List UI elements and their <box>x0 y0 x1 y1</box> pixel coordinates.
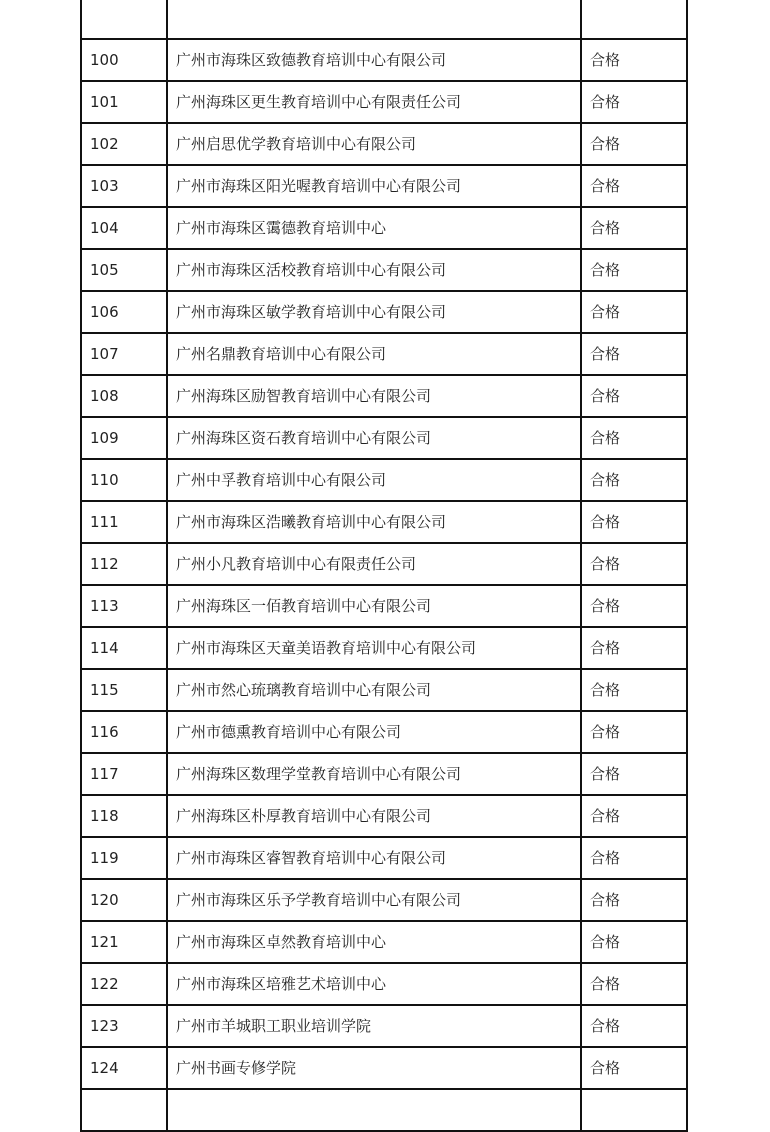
table-row <box>81 501 687 543</box>
inspection-result-cell: 合格 <box>581 795 687 837</box>
table-row <box>81 543 687 585</box>
row-number-cell: 105 <box>81 249 167 291</box>
inspection-result-cell: 合格 <box>581 501 687 543</box>
inspection-result-cell: 合格 <box>581 627 687 669</box>
results-table-body <box>81 0 687 1131</box>
inspection-result-cell: 合格 <box>581 459 687 501</box>
institution-name-cell: 广州市海珠区睿智教育培训中心有限公司 <box>167 837 581 879</box>
row-number-cell: 101 <box>81 81 167 123</box>
row-number-cell: 117 <box>81 753 167 795</box>
row-number-cell: 116 <box>81 711 167 753</box>
inspection-result-cell: 合格 <box>581 963 687 1005</box>
table-row <box>81 921 687 963</box>
row-number-cell: 108 <box>81 375 167 417</box>
inspection-result-cell: 合格 <box>581 375 687 417</box>
institution-name-cell: 广州市海珠区天童美语教育培训中心有限公司 <box>167 627 581 669</box>
row-number-cell: 121 <box>81 921 167 963</box>
row-number-cell: 112 <box>81 543 167 585</box>
institution-name-cell: 广州海珠区更生教育培训中心有限责任公司 <box>167 81 581 123</box>
table-row <box>81 249 687 291</box>
table-row <box>81 165 687 207</box>
table-row <box>81 627 687 669</box>
institution-name-cell: 广州小凡教育培训中心有限责任公司 <box>167 543 581 585</box>
institution-name-cell: 广州市德熏教育培训中心有限公司 <box>167 711 581 753</box>
table-row <box>81 207 687 249</box>
institution-name-cell: 广州市海珠区敏学教育培训中心有限公司 <box>167 291 581 333</box>
institution-name-cell: 广州市海珠区霭德教育培训中心 <box>167 207 581 249</box>
institution-name-cell: 广州海珠区资石教育培训中心有限公司 <box>167 417 581 459</box>
inspection-result-cell: 合格 <box>581 669 687 711</box>
inspection-result-cell: 合格 <box>581 291 687 333</box>
row-number-cell: 118 <box>81 795 167 837</box>
inspection-result-cell <box>581 1089 687 1131</box>
table-row <box>81 39 687 81</box>
institution-name-cell: 广州中孚教育培训中心有限公司 <box>167 459 581 501</box>
row-number-cell <box>81 0 167 39</box>
table-row <box>81 375 687 417</box>
inspection-result-cell: 合格 <box>581 249 687 291</box>
inspection-result-cell: 合格 <box>581 207 687 249</box>
table-row <box>81 879 687 921</box>
inspection-result-cell: 合格 <box>581 1047 687 1089</box>
row-number-cell: 102 <box>81 123 167 165</box>
inspection-result-cell: 合格 <box>581 543 687 585</box>
inspection-result-cell: 合格 <box>581 333 687 375</box>
institution-name-cell: 广州市然心琉璃教育培训中心有限公司 <box>167 669 581 711</box>
inspection-result-cell: 合格 <box>581 879 687 921</box>
row-number-cell <box>81 1089 167 1131</box>
institution-name-cell: 广州市羊城职工职业培训学院 <box>167 1005 581 1047</box>
institution-name-cell: 广州海珠区数理学堂教育培训中心有限公司 <box>167 753 581 795</box>
institution-name-cell: 广州市海珠区乐予学教育培训中心有限公司 <box>167 879 581 921</box>
row-number-cell: 122 <box>81 963 167 1005</box>
row-number-cell: 115 <box>81 669 167 711</box>
row-number-cell: 124 <box>81 1047 167 1089</box>
institution-name-cell: 广州市海珠区活校教育培训中心有限公司 <box>167 249 581 291</box>
institution-name-cell: 广州海珠区朴厚教育培训中心有限公司 <box>167 795 581 837</box>
institution-name-cell: 广州市海珠区培雅艺术培训中心 <box>167 963 581 1005</box>
inspection-result-cell: 合格 <box>581 165 687 207</box>
institution-name-cell: 广州市海珠区阳光喔教育培训中心有限公司 <box>167 165 581 207</box>
table-row <box>81 1089 687 1131</box>
table-row <box>81 795 687 837</box>
institution-name-cell: 广州海珠区一佰教育培训中心有限公司 <box>167 585 581 627</box>
institution-name-cell: 广州书画专修学院 <box>167 1047 581 1089</box>
row-number-cell: 100 <box>81 39 167 81</box>
table-row <box>81 0 687 39</box>
institution-name-cell: 广州名鼎教育培训中心有限公司 <box>167 333 581 375</box>
table-row <box>81 753 687 795</box>
institution-name-cell: 广州市海珠区致德教育培训中心有限公司 <box>167 39 581 81</box>
table-row <box>81 417 687 459</box>
row-number-cell: 123 <box>81 1005 167 1047</box>
table-row <box>81 585 687 627</box>
table-row <box>81 459 687 501</box>
results-table-container <box>80 0 686 1132</box>
table-row <box>81 291 687 333</box>
row-number-cell: 106 <box>81 291 167 333</box>
table-row <box>81 669 687 711</box>
inspection-result-cell: 合格 <box>581 711 687 753</box>
inspection-result-cell: 合格 <box>581 81 687 123</box>
institution-name-cell <box>167 1089 581 1131</box>
table-row <box>81 963 687 1005</box>
row-number-cell: 107 <box>81 333 167 375</box>
row-number-cell: 104 <box>81 207 167 249</box>
row-number-cell: 103 <box>81 165 167 207</box>
row-number-cell: 110 <box>81 459 167 501</box>
inspection-result-cell: 合格 <box>581 585 687 627</box>
row-number-cell: 114 <box>81 627 167 669</box>
row-number-cell: 111 <box>81 501 167 543</box>
institution-name-cell: 广州海珠区励智教育培训中心有限公司 <box>167 375 581 417</box>
inspection-result-cell: 合格 <box>581 417 687 459</box>
table-row <box>81 1005 687 1047</box>
institution-name-cell: 广州市海珠区浩曦教育培训中心有限公司 <box>167 501 581 543</box>
results-table <box>80 0 688 1132</box>
table-row <box>81 81 687 123</box>
row-number-cell: 113 <box>81 585 167 627</box>
table-row <box>81 333 687 375</box>
row-number-cell: 109 <box>81 417 167 459</box>
row-number-cell: 119 <box>81 837 167 879</box>
institution-name-cell: 广州启思优学教育培训中心有限公司 <box>167 123 581 165</box>
inspection-result-cell: 合格 <box>581 837 687 879</box>
institution-name-cell: 广州市海珠区卓然教育培训中心 <box>167 921 581 963</box>
row-number-cell: 120 <box>81 879 167 921</box>
inspection-result-cell: 合格 <box>581 1005 687 1047</box>
inspection-result-cell: 合格 <box>581 921 687 963</box>
table-row <box>81 711 687 753</box>
inspection-result-cell: 合格 <box>581 123 687 165</box>
table-row <box>81 1047 687 1089</box>
table-row <box>81 123 687 165</box>
institution-name-cell <box>167 0 581 39</box>
table-row <box>81 837 687 879</box>
inspection-result-cell <box>581 0 687 39</box>
inspection-result-cell: 合格 <box>581 39 687 81</box>
inspection-result-cell: 合格 <box>581 753 687 795</box>
